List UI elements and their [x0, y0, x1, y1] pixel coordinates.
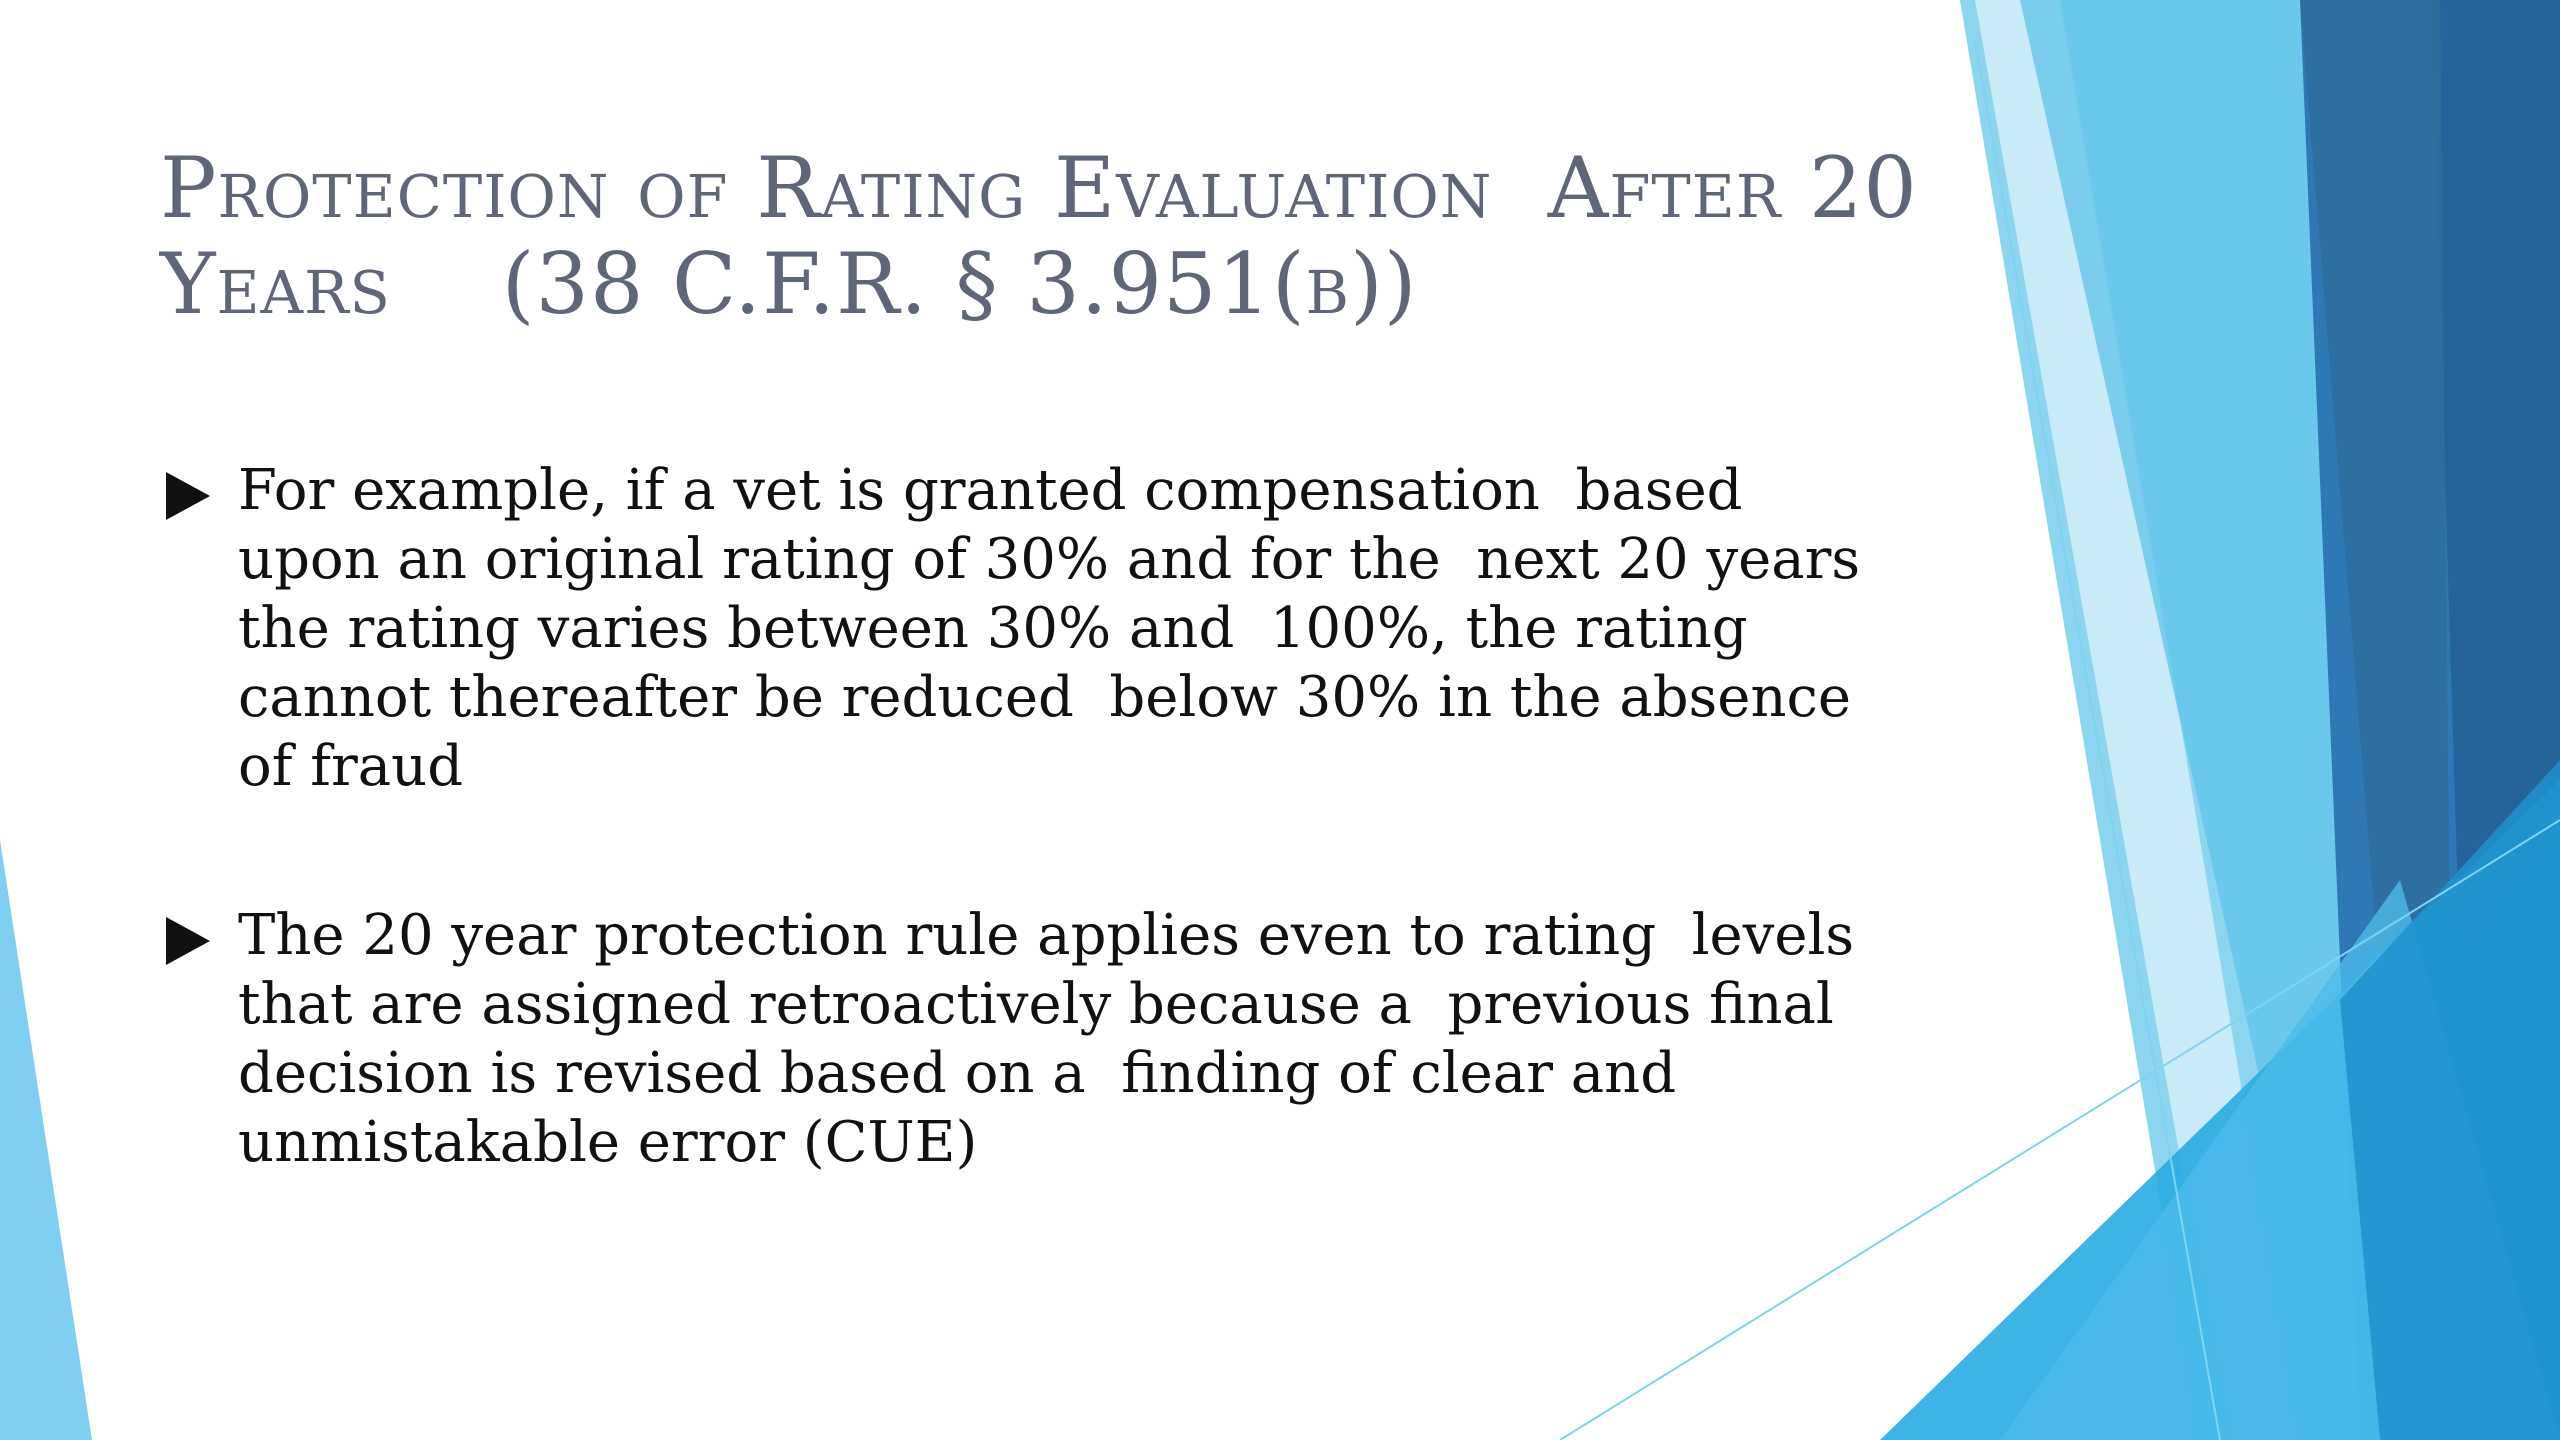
triangle-right-icon [166, 472, 210, 520]
bullet-1-line-1: For example, if a vet is granted compensation based [238, 458, 1743, 523]
bullet-2-line-4: unmistakable error (CUE) [238, 1110, 978, 1175]
slide-title-line-1: Protection of Rating Evaluation After 20 [160, 139, 1918, 237]
slide-title-line-2: Years (38 C.F.R. § 3.951(b)) [160, 235, 1418, 333]
bg-left-sliver [0, 840, 92, 1440]
bullet-2-line-3: decision is revised based on a finding of clear and [238, 1041, 1677, 1106]
slide-title [160, 140, 1920, 332]
bullet-1-line-4: cannot thereafter be reduced below 30% in the absence [238, 665, 1852, 730]
bullet-1-line-3: the rating varies between 30% and 100%, the rating [238, 596, 1748, 661]
bullet-1-line-2: upon an original rating of 30% and for the next 20 years [238, 527, 1861, 592]
bullet-2-line-2: that are assigned retroactively because a previous final [238, 972, 1834, 1037]
bullet-2-line-1: The 20 year protection rule applies even to rating levels [238, 903, 1855, 968]
bullet-1-line-5: of fraud [238, 734, 464, 799]
bullet-list [160, 456, 1960, 1277]
bullet-item-1 [160, 456, 1960, 801]
triangle-right-icon [166, 917, 210, 965]
bullet-item-2 [160, 901, 1960, 1177]
